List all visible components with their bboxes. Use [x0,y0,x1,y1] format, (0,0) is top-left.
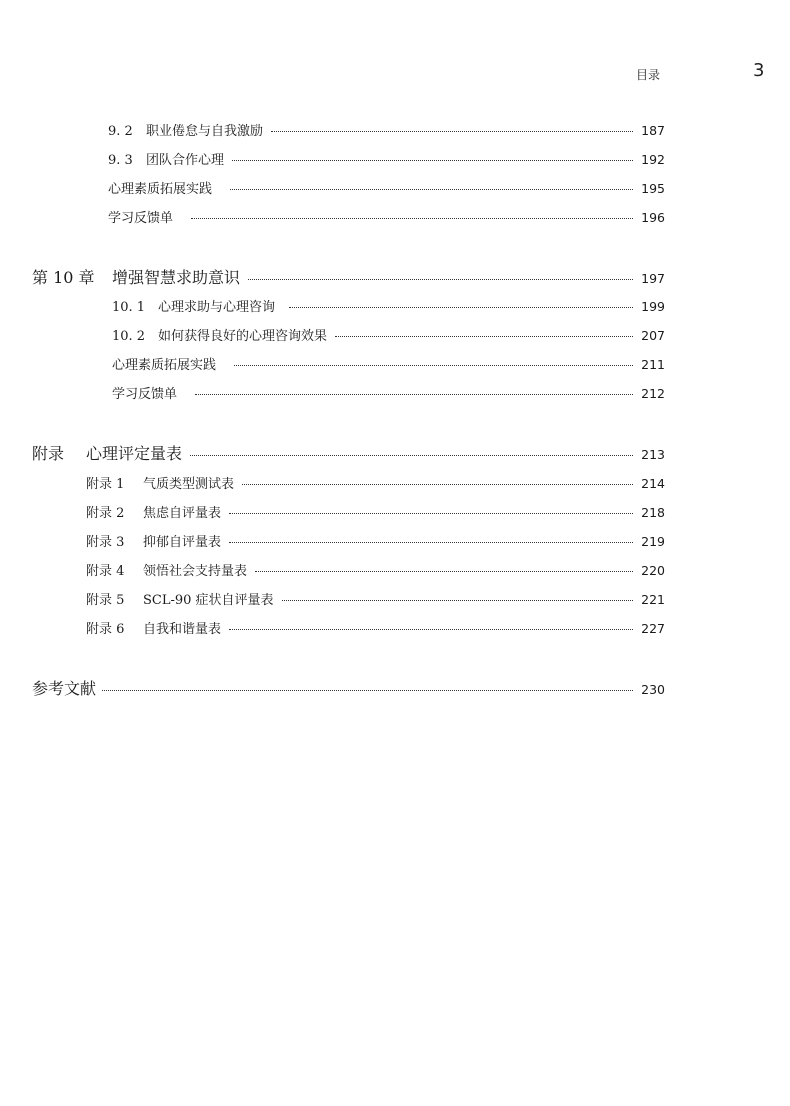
toc-entry-page: 196 [641,210,665,225]
toc-appendix[interactable] [32,443,665,465]
toc-chapter-page: 213 [641,447,665,462]
toc-entry-page: 218 [641,505,665,520]
toc-chapter-number: 附录 [32,444,65,463]
page-number: 3 [753,60,765,81]
dot-leader [248,279,633,280]
toc-appendix-1[interactable] [86,475,665,493]
dot-leader [232,160,633,161]
toc-entry-ch10-practice[interactable] [112,356,665,374]
toc-entry-title: 心理素质拓展实践 [112,358,217,373]
toc-entry-9-2[interactable] [108,122,665,140]
toc-appendix-5[interactable] [86,591,665,609]
toc-entry-number: 10. 1 [112,300,146,315]
toc-entry-title: 学习反馈单 [112,387,178,402]
toc-entry-number: 附录 6 [86,622,125,637]
toc-entry-10-2[interactable] [112,327,665,345]
toc-entry-ch9-feedback[interactable] [108,209,665,227]
toc-entry-number: 附录 4 [86,564,125,579]
toc-entry-page: 207 [641,328,665,343]
dot-leader [195,394,633,395]
dot-leader [335,336,633,337]
dot-leader [234,365,633,366]
dot-leader [242,484,633,485]
toc-entry-number: 附录 3 [86,535,125,550]
toc-entry-page: 212 [641,386,665,401]
toc-entry-page: 187 [641,123,665,138]
toc-chapter-number: 第 10 章 [32,268,95,287]
dot-leader [282,600,634,601]
toc-entry-title: 团队合作心理 [146,153,225,168]
toc-entry-page: 192 [641,152,665,167]
dot-leader [229,542,633,543]
dot-leader [289,307,633,308]
toc-appendix-4[interactable] [86,562,665,580]
toc-entry-title: 自我和谐量表 [143,622,222,637]
toc-entry-ch10-feedback[interactable] [112,385,665,403]
toc-appendix-2[interactable] [86,504,665,522]
toc-entry-title: 焦虑自评量表 [143,506,222,521]
dot-leader [229,513,633,514]
toc-entry-title: 心理求助与心理咨询 [158,300,276,315]
toc-chapter-page: 230 [641,682,665,697]
dot-leader [191,218,633,219]
toc-entry-number: 附录 2 [86,506,125,521]
dot-leader [271,131,633,132]
toc-entry-page: 214 [641,476,665,491]
running-header: 目录 [636,68,661,82]
toc-entry-page: 227 [641,621,665,636]
dot-leader [102,690,633,691]
toc-entry-title: SCL-90 症状自评量表 [143,593,274,608]
dot-leader [230,189,633,190]
toc-entry-number: 附录 1 [86,477,125,492]
toc-appendix-6[interactable] [86,620,665,638]
toc-chapter-title: 参考文献 [32,679,97,698]
toc-entry-page: 195 [641,181,665,196]
toc-chapter-10[interactable] [32,267,665,289]
toc-entry-page: 219 [641,534,665,549]
toc-entry-page: 199 [641,299,665,314]
toc-entry-title: 抑郁自评量表 [143,535,222,550]
dot-leader [229,629,633,630]
toc-entry-number: 附录 5 [86,593,125,608]
toc-entry-title: 气质类型测试表 [143,477,235,492]
toc-entry-number: 9. 2 [108,124,133,139]
toc-chapter-title: 增强智慧求助意识 [112,268,241,287]
toc-entry-title: 职业倦怠与自我激励 [146,124,264,139]
toc-references[interactable] [32,678,665,700]
toc-entry-page: 211 [641,357,665,372]
toc-chapter-page: 197 [641,271,665,286]
toc-entry-title: 领悟社会支持量表 [143,564,248,579]
toc-entry-number: 9. 3 [108,153,133,168]
toc-entry-ch9-practice[interactable] [108,180,665,198]
toc-chapter-title: 心理评定量表 [86,444,183,463]
toc-entry-10-1[interactable] [112,298,665,316]
dot-leader [190,455,633,456]
toc-entry-9-3[interactable] [108,151,665,169]
toc-entry-page: 220 [641,563,665,578]
toc-entry-page: 221 [641,592,665,607]
dot-leader [255,571,633,572]
toc-entry-number: 10. 2 [112,329,146,344]
toc-entry-title: 如何获得良好的心理咨询效果 [158,329,328,344]
toc-entry-title: 心理素质拓展实践 [108,182,213,197]
toc-entry-title: 学习反馈单 [108,211,174,226]
toc-appendix-3[interactable] [86,533,665,551]
